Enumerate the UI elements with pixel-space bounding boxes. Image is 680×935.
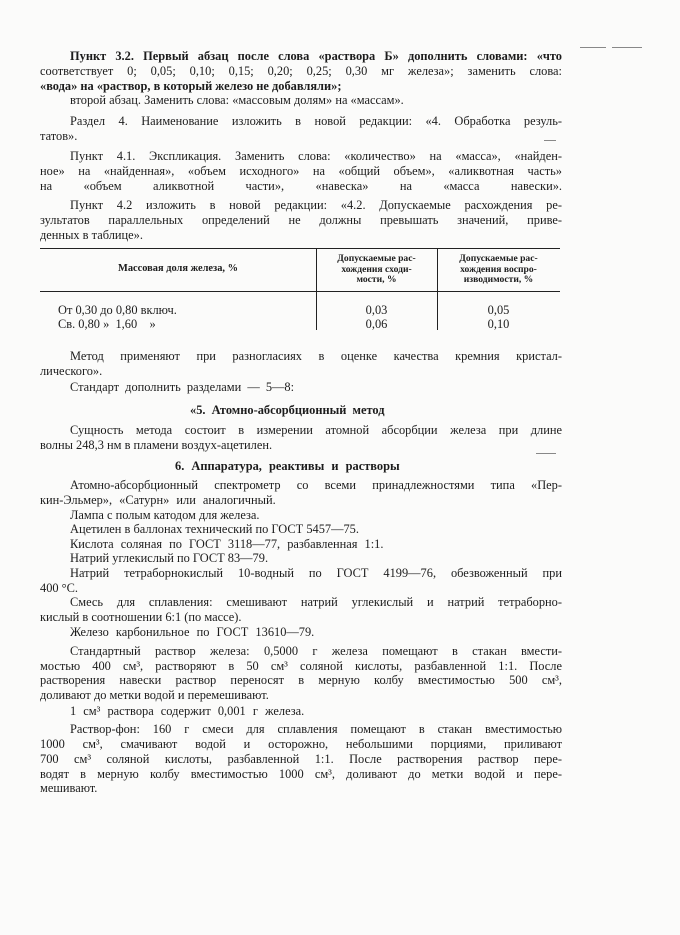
text-line: зультатов параллельных определений не должны превышать значений, приве- xyxy=(40,214,562,227)
text-line: 700 см³ соляной кислоты, разбавленной 1:1. После растворения раствор пере- xyxy=(40,753,562,766)
text-line: Смесь для сплавления: смешивают натрий углекислый и натрий тетраборно- xyxy=(70,596,562,609)
text-line: татов». xyxy=(40,129,78,143)
text-line: 1000 см³, смачивают водой и осторожно, небольшими порциями, приливают xyxy=(40,738,562,751)
text-line: Метод применяют при разногласиях в оценке качества кремния кристал- xyxy=(70,350,562,363)
text-line: ное» на «найденная», «объем исходного» на «общий объем», «аликвотная часть» xyxy=(40,165,562,178)
text-line: Раздел 4. Наименование изложить в новой редакции: «4. Обработка резуль- xyxy=(70,115,562,128)
text-line: волны 248,3 нм в пламени воздух-ацетилен. xyxy=(40,438,273,452)
text-line: кин-Эльмер», «Сатурн» или аналогичный. xyxy=(40,493,276,507)
text-line: растворения навески раствор переносят в мерную колбу вместимостью 500 см³, xyxy=(40,674,562,687)
text-line: Лампа с полым катодом для железа. xyxy=(70,508,260,522)
text-line: второй абзац. Заменить слова: «массовым долям» на «массам». xyxy=(70,93,404,107)
text-line: Пункт 4.1. Экспликация. Заменить слова: «количество» на «масса», «найден- xyxy=(70,150,562,163)
text-line: Пункт 3.2. Первый абзац после слова «раствора Б» дополнить словами: «что xyxy=(70,50,562,63)
table-header-rule xyxy=(40,291,560,292)
text-line: мостью 400 см³, растворяют в 50 см³ соляной кислоты, разбавленной 1:1. После xyxy=(40,660,562,673)
table-cell-reproducibility: 0,10 xyxy=(487,317,510,331)
table-header-repeatability: Допускаемые рас- хождения сходи- мости, % xyxy=(337,253,416,285)
text-line: лического». xyxy=(40,364,103,378)
text-line: водят в мерную колбу вместимостью 1000 см³, доливают до метки водой и пере- xyxy=(40,768,562,781)
text-line: «вода» на «раствор, в который железо не добавляли»; xyxy=(40,79,342,93)
text-line: Натрий углекислый по ГОСТ 83—79. xyxy=(70,551,269,565)
table-header-reproducibility: Допускаемые рас- хождения воспро- изводимости, % xyxy=(459,253,538,285)
text-line: Ацетилен в баллонах технический по ГОСТ 5457—75. xyxy=(70,522,359,536)
text-line: кислый в соотношении 6:1 (по массе). xyxy=(40,610,242,624)
text-line: Раствор-фон: 160 г смеси для сплавления помещают в стакан вместимостью xyxy=(70,723,562,736)
text-line: Стандартный раствор железа: 0,5000 г железа помещают в стакан вмести- xyxy=(70,645,562,658)
table-header-mass-fraction: Массовая доля железа, % xyxy=(118,263,238,274)
text-line: Кислота соляная по ГОСТ 3118—77, разбавленная 1:1. xyxy=(70,537,384,551)
scan-mark xyxy=(612,47,642,48)
table-top-rule xyxy=(40,248,560,249)
text-line: соответствует 0; 0,05; 0,10; 0,15; 0,20; 0,25; 0,30 мг железа»; заменить слова: xyxy=(40,65,562,78)
text-line: денных в таблице». xyxy=(40,228,143,242)
table-cell-range: Св. 0,80 » 1,60 » xyxy=(58,317,156,331)
table-cell-reproducibility: 0,05 xyxy=(487,303,510,317)
text-line: Стандарт дополнить разделами — 5—8: xyxy=(70,380,295,394)
text-line: Железо карбонильное по ГОСТ 13610—79. xyxy=(70,625,315,639)
table-cell-repeatability: 0,06 xyxy=(365,317,388,331)
text-line: мешивают. xyxy=(40,781,98,795)
text-line: Натрий тетраборнокислый 10-водный по ГОСТ 4199—76, обезвоженный при xyxy=(70,567,562,580)
table-cell-range: От 0,30 до 0,80 включ. xyxy=(58,303,177,317)
section-heading: «5. Атомно-абсорбционный метод xyxy=(190,403,385,417)
text-line: Атомно-абсорбционный спектрометр со всеми принадлежностями типа «Пер- xyxy=(70,479,562,492)
section-heading: 6. Аппаратура, реактивы и растворы xyxy=(175,459,400,473)
scan-mark xyxy=(544,140,556,141)
text-line: Пункт 4.2 изложить в новой редакции: «4.2. Допускаемые расхождения ре- xyxy=(70,199,562,212)
table-cell-repeatability: 0,03 xyxy=(365,303,388,317)
text-line: 400 °С. xyxy=(40,581,79,595)
text-line: Сущность метода состоит в измерении атомной абсорбции железа при длине xyxy=(70,424,562,437)
text-line: доливают до метки водой и перемешивают. xyxy=(40,688,269,702)
text-line: 1 см³ раствора содержит 0,001 г железа. xyxy=(70,704,305,718)
text-line: на «объем аликвотной части», «навеска» на «масса навески». xyxy=(40,180,562,193)
scan-mark xyxy=(580,47,606,48)
scan-mark xyxy=(536,453,556,454)
